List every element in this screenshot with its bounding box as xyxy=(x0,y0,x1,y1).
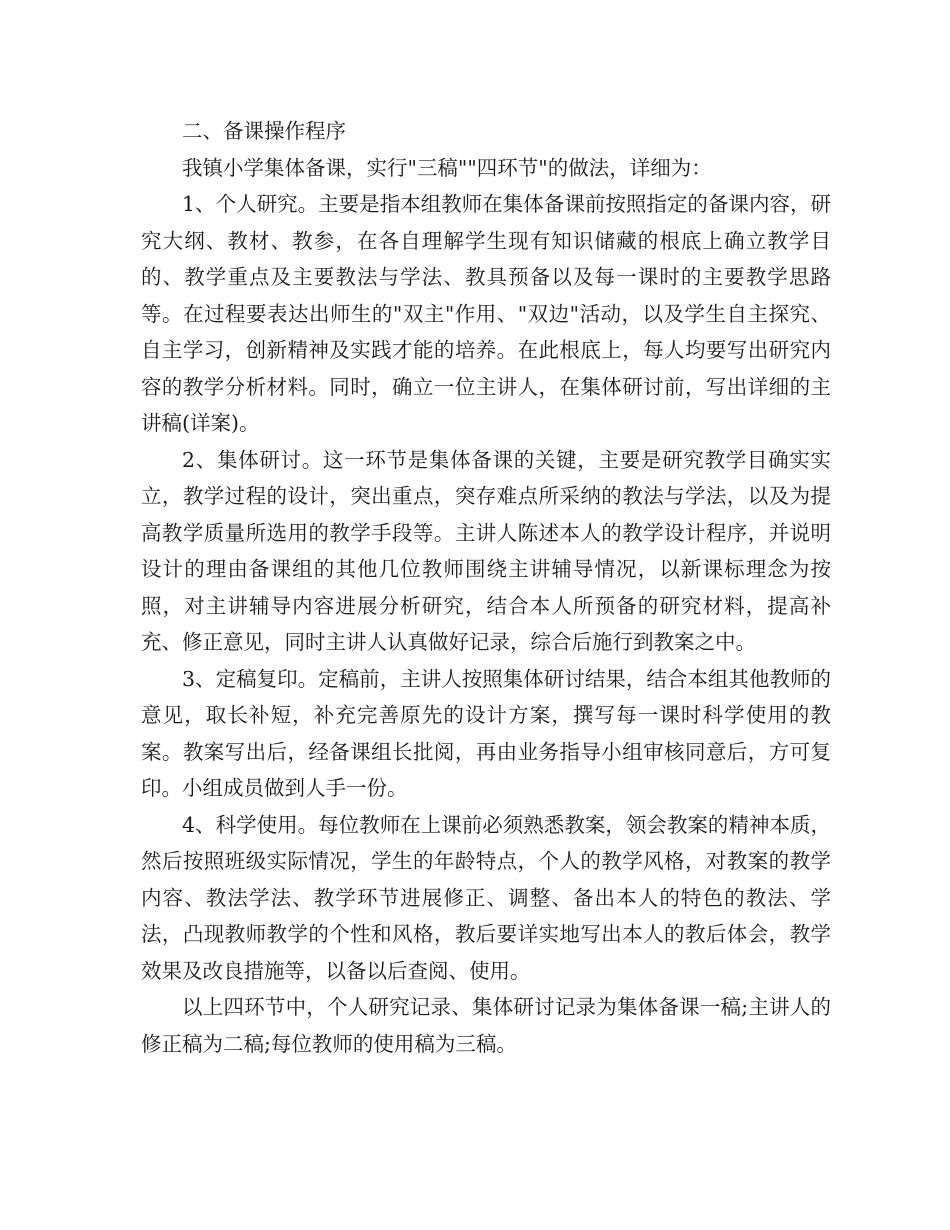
step-2-paragraph: 2、集体研讨。这一环节是集体备课的关键，主要是研究教学目确实实立，教学过程的设计，突出重点，突存难点所采纳的教法与学法，以及为提高教学质量所选用的教学手段等。主讲人陈述本人的教学设计程序，并说明设计的理由备课组的其他几位教师围绕主讲辅导情况，以新课标理念为按照，对主讲辅导内容进展分析研究，结合本人所预备的研究材料，提高补充、修正意见，同时主讲人认真做好记录，综合后施行到教案之中。 xyxy=(141,447,831,654)
step-1-paragraph: 1、个人研究。主要是指本组教师在集体备课前按照指定的备课内容，研究大纲、教材、教参，在各自理解学生现有知识储藏的根底上确立教学目的、教学重点及主要教法与学法、教具预备以及每一课时的主要教学思路等。在过程要表达出师生的"双主"作用、"双边"活动，以及学生自主探究、自主学习，创新精神及实践才能的培养。在此根底上，每人均要写出研究内容的教学分析材料。同时，确立一位主讲人，在集体研讨前，写出详细的主讲稿(详案)。 xyxy=(141,192,831,435)
step-4-paragraph: 4、科学使用。每位教师在上课前必须熟悉教案，领会教案的精神本质，然后按照班级实际情况，学生的年龄特点，个人的教学风格，对教案的教学内容、教法学法、教学环节进展修正、调整、备出本人的特色的教法、学法，凸现教师教学的个性和风格，教后要详实地写出本人的教后体会，教学效果及改良措施等，以备以后查阅、使用。 xyxy=(141,812,831,983)
document-body xyxy=(141,113,831,1062)
intro-paragraph: 我镇小学集体备课，实行"三稿""四环节"的做法，详细为： xyxy=(182,155,712,180)
step-3-paragraph: 3、定稿复印。定稿前，主讲人按照集体研讨结果，结合本组其他教师的意见，取长补短，补充完善原先的设计方案，撰写每一课时科学使用的教案。教案写出后，经备课组长批阅，再由业务指导小组审核同意后，方可复印。小组成员做到人手一份。 xyxy=(141,666,831,800)
summary-paragraph: 以上四环节中，个人研究记录、集体研讨记录为集体备课一稿;主讲人的修正稿为二稿;每位教师的使用稿为三稿。 xyxy=(141,995,831,1056)
section-heading: 二、备课操作程序 xyxy=(182,119,346,143)
